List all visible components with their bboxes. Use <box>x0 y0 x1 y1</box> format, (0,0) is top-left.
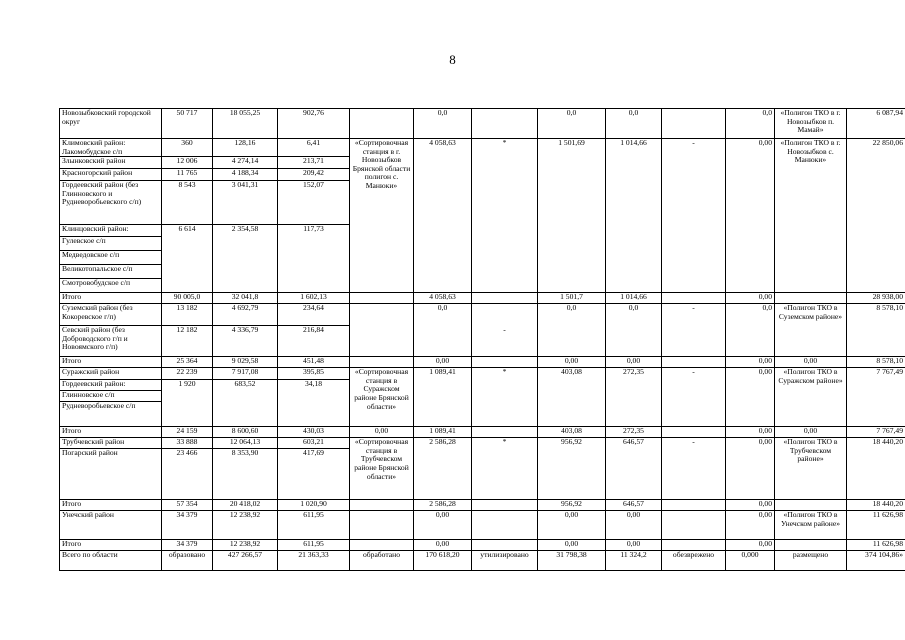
region-cell: Суземский район (без Кокоревское г/п) <box>60 304 162 326</box>
value-cell: 395,85 <box>278 368 350 380</box>
value-cell: - <box>662 304 726 357</box>
label-cell: утилизировано <box>472 551 538 571</box>
value-cell: 451,48 <box>278 357 350 368</box>
population-cell: 6 614 <box>162 225 213 293</box>
value-cell <box>662 109 726 139</box>
value-cell: 603,21 <box>278 438 350 449</box>
value-cell: 0,0 <box>606 304 662 357</box>
facility-cell: «Сортировочная станция в Трубчевском районе Брянской области» <box>350 438 414 500</box>
value-cell: 646,57 <box>606 438 662 500</box>
region-cell: Медведовское с/п <box>60 251 162 265</box>
value-cell: 0,0 <box>726 109 775 139</box>
value-cell: 4 188,34 <box>213 169 278 181</box>
table-row <box>60 293 905 304</box>
region-cell: Глинновское с/п <box>60 391 162 402</box>
value-cell: 0,00 <box>726 357 775 368</box>
value-cell: 0,00 <box>606 540 662 551</box>
population-cell: 90 005,0 <box>162 293 213 304</box>
value-cell: 0,00 <box>414 357 472 368</box>
value-cell: 0,00 <box>726 368 775 427</box>
value-cell: 31 798,38 <box>538 551 606 571</box>
value-cell: 0,0 <box>414 304 472 357</box>
value-cell: 0,00 <box>414 511 472 540</box>
region-cell: Итого <box>60 500 162 511</box>
value-cell: 117,73 <box>278 225 350 293</box>
facility-cell <box>350 500 414 511</box>
region-cell: Гордеевский район (без Глинновского и Рудневоробьевского с/п) <box>60 181 162 225</box>
value-cell: 1 501,69 <box>538 139 606 293</box>
value-cell: 12 238,92 <box>213 540 278 551</box>
label-cell: обработано <box>350 551 414 571</box>
value-cell: 6 087,94 <box>847 109 905 139</box>
value-cell: 417,69 <box>278 449 350 500</box>
facility-cell <box>350 511 414 540</box>
population-cell: 8 543 <box>162 181 213 225</box>
region-cell: Севский район (без Доброводского г/п и Новоямского г/п) <box>60 326 162 357</box>
value-cell: 18 440,20 <box>847 500 905 511</box>
population-cell: 34 379 <box>162 511 213 540</box>
page-number: 8 <box>449 52 456 67</box>
value-cell: 4 058,63 <box>414 293 472 304</box>
value-cell <box>662 427 726 438</box>
region-cell: Злынковский район <box>60 157 162 169</box>
value-cell: 8 578,10 <box>847 357 905 368</box>
value-cell: 0,00 <box>726 511 775 540</box>
value-cell <box>472 500 538 511</box>
facility-cell: «Сортировочная станция в Суражском районе Брянской области» <box>350 368 414 427</box>
region-cell: Гордеевский район: <box>60 380 162 391</box>
value-cell: 0,00 <box>726 427 775 438</box>
population-cell: 50 717 <box>162 109 213 139</box>
region-cell: Итого <box>60 357 162 368</box>
value-cell: 1 089,41 <box>414 427 472 438</box>
value-cell: * <box>472 368 538 427</box>
population-cell: 11 765 <box>162 169 213 181</box>
population-cell: 33 888 <box>162 438 213 449</box>
facility-cell <box>350 293 414 304</box>
region-cell: Итого <box>60 293 162 304</box>
value-cell: 152,07 <box>278 181 350 225</box>
value-cell: 1 602,13 <box>278 293 350 304</box>
value-cell: 7 767,49 <box>847 368 905 427</box>
value-cell: - <box>472 304 538 357</box>
value-cell: 234,64 <box>278 304 350 326</box>
waste-flow-table <box>59 108 905 571</box>
table-row <box>60 551 905 571</box>
value-cell: 2 586,28 <box>414 438 472 500</box>
value-cell: 3 041,31 <box>213 181 278 225</box>
value-cell: 0,00 <box>538 540 606 551</box>
value-cell: 128,16 <box>213 139 278 157</box>
value-cell: 0,00 <box>726 438 775 500</box>
value-cell: 32 041,8 <box>213 293 278 304</box>
facility-cell <box>350 304 414 357</box>
value-cell: 28 938,00 <box>847 293 905 304</box>
table-row <box>60 540 905 551</box>
value-cell: 0,0 <box>606 109 662 139</box>
value-cell: 430,03 <box>278 427 350 438</box>
region-cell: Новозыбковский городской округ <box>60 109 162 139</box>
value-cell: 216,84 <box>278 326 350 357</box>
facility-cell: «Сортировочная станция в г. Новозыбков Брянской области полигон с. Манюки» <box>350 139 414 293</box>
value-cell <box>662 540 726 551</box>
value-cell: 170 618,20 <box>414 551 472 571</box>
value-cell: 20 418,02 <box>213 500 278 511</box>
value-cell: 0,00 <box>726 500 775 511</box>
value-cell: 1 014,66 <box>606 293 662 304</box>
value-cell <box>662 500 726 511</box>
value-cell: 0,00 <box>606 357 662 368</box>
value-cell: 4 274,14 <box>213 157 278 169</box>
region-cell: Трубчевский район <box>60 438 162 449</box>
value-cell: * <box>472 438 538 500</box>
landfill-cell: «Полигон ТКО в Суземском районе» <box>775 304 847 357</box>
value-cell: 611,95 <box>278 511 350 540</box>
value-cell: 403,08 <box>538 368 606 427</box>
value-cell: 4 336,79 <box>213 326 278 357</box>
value-cell: 12 064,13 <box>213 438 278 449</box>
value-cell: 0,0 <box>538 304 606 357</box>
table-row <box>60 109 905 139</box>
value-cell: 12 238,92 <box>213 511 278 540</box>
landfill-cell: 0,00 <box>775 427 847 438</box>
value-cell: 0,00 <box>726 139 775 293</box>
value-cell: 272,35 <box>606 427 662 438</box>
landfill-cell: «Полигон ТКО в Суражском районе» <box>775 368 847 427</box>
population-cell: 12 182 <box>162 326 213 357</box>
value-cell: 956,92 <box>538 438 606 500</box>
value-cell <box>472 357 538 368</box>
landfill-cell: «Полигон ТКО в Унечском районе» <box>775 511 847 540</box>
population-cell: 13 182 <box>162 304 213 326</box>
value-cell: 4 058,63 <box>414 139 472 293</box>
table-row <box>60 368 905 380</box>
population-cell: 360 <box>162 139 213 157</box>
label-cell: обезврежено <box>662 551 726 571</box>
facility-cell <box>350 109 414 139</box>
value-cell: 18 440,20 <box>847 438 905 500</box>
landfill-cell <box>775 500 847 511</box>
population-cell: 57 354 <box>162 500 213 511</box>
region-cell: Итого <box>60 427 162 438</box>
value-cell: 21 363,33 <box>278 551 350 571</box>
label-cell: размещено <box>775 551 847 571</box>
value-cell: 0,00 <box>726 540 775 551</box>
value-cell: 0,00 <box>538 357 606 368</box>
population-cell: 22 239 <box>162 368 213 380</box>
facility-cell <box>350 540 414 551</box>
table-row <box>60 500 905 511</box>
facility-cell <box>350 357 414 368</box>
population-cell: 12 006 <box>162 157 213 169</box>
value-cell: 427 266,57 <box>213 551 278 571</box>
value-cell <box>472 293 538 304</box>
table-row <box>60 139 905 157</box>
value-cell: * <box>472 139 538 293</box>
value-cell: 0,000 <box>726 551 775 571</box>
region-cell: Гулевское с/п <box>60 237 162 251</box>
landfill-cell <box>775 293 847 304</box>
value-cell: 6,41 <box>278 139 350 157</box>
value-cell: 683,52 <box>213 380 278 427</box>
value-cell: 1 020,90 <box>278 500 350 511</box>
value-cell: 209,42 <box>278 169 350 181</box>
landfill-cell: «Полигон ТКО в г. Новозыбков п. Мамай» <box>775 109 847 139</box>
table-row <box>60 304 905 326</box>
region-cell: Климовский район: Лакомобудское с/п <box>60 139 162 157</box>
population-cell: 25 364 <box>162 357 213 368</box>
value-cell: 8 578,10 <box>847 304 905 357</box>
table-row <box>60 511 905 540</box>
value-cell: 213,71 <box>278 157 350 169</box>
region-cell: Итого <box>60 540 162 551</box>
value-cell <box>472 511 538 540</box>
value-cell: 2 586,28 <box>414 500 472 511</box>
region-cell: Унечский район <box>60 511 162 540</box>
value-cell: 22 850,06 <box>847 139 905 293</box>
value-cell: 11 324,2 <box>606 551 662 571</box>
region-cell: Красногорский район <box>60 169 162 181</box>
value-cell: - <box>662 438 726 500</box>
value-cell <box>662 293 726 304</box>
value-cell: 8 600,60 <box>213 427 278 438</box>
value-cell: 2 354,58 <box>213 225 278 293</box>
value-cell: 956,92 <box>538 500 606 511</box>
value-cell: 1 501,7 <box>538 293 606 304</box>
value-cell: 0,00 <box>726 293 775 304</box>
value-cell: 0,00 <box>606 511 662 540</box>
value-cell: 0,00 <box>538 511 606 540</box>
population-cell: 34 379 <box>162 540 213 551</box>
region-cell: Клинцовский район: <box>60 225 162 237</box>
value-cell: 0,0 <box>414 109 472 139</box>
value-cell: 9 029,58 <box>213 357 278 368</box>
value-cell <box>662 357 726 368</box>
value-cell: 4 692,79 <box>213 304 278 326</box>
table-row <box>60 438 905 449</box>
value-cell: 611,95 <box>278 540 350 551</box>
landfill-cell: «Полигон ТКО в Трубчевском районе» <box>775 438 847 500</box>
table-row <box>60 357 905 368</box>
value-cell: 7 917,08 <box>213 368 278 380</box>
value-cell: 272,35 <box>606 368 662 427</box>
value-cell: 1 014,66 <box>606 139 662 293</box>
landfill-cell: 0,00 <box>775 357 847 368</box>
value-cell: 403,08 <box>538 427 606 438</box>
value-cell: - <box>662 368 726 427</box>
value-cell <box>472 109 538 139</box>
value-cell: 1 089,41 <box>414 368 472 427</box>
value-cell: 11 626,98 <box>847 540 905 551</box>
value-cell: 0,0 <box>538 109 606 139</box>
landfill-cell <box>775 540 847 551</box>
value-cell: 374 104,86» <box>847 551 905 571</box>
region-cell: Великотопальское с/п <box>60 265 162 279</box>
population-cell: 24 159 <box>162 427 213 438</box>
value-cell: 7 767,49 <box>847 427 905 438</box>
population-cell: 1 920 <box>162 380 213 427</box>
value-cell: 0,0 <box>726 304 775 357</box>
population-cell: 23 466 <box>162 449 213 500</box>
region-cell: Рудневоробьевское с/п <box>60 402 162 427</box>
value-cell: 902,76 <box>278 109 350 139</box>
value-cell: 0,00 <box>414 540 472 551</box>
value-cell: 34,18 <box>278 380 350 427</box>
value-cell <box>472 540 538 551</box>
value-cell <box>472 427 538 438</box>
region-cell: Погарский район <box>60 449 162 500</box>
facility-cell: 0,00 <box>350 427 414 438</box>
region-cell: Смотровобудское с/п <box>60 279 162 293</box>
region-cell: Суражский район <box>60 368 162 380</box>
value-cell: - <box>662 139 726 293</box>
region-cell: Всего по области <box>60 551 162 571</box>
value-cell: 11 626,98 <box>847 511 905 540</box>
label-cell: образовано <box>162 551 213 571</box>
value-cell: 646,57 <box>606 500 662 511</box>
value-cell <box>662 511 726 540</box>
value-cell: 8 353,90 <box>213 449 278 500</box>
value-cell: 18 055,25 <box>213 109 278 139</box>
table-row <box>60 427 905 438</box>
landfill-cell: «Полигон ТКО в г. Новозыбков с. Манюки» <box>775 139 847 293</box>
